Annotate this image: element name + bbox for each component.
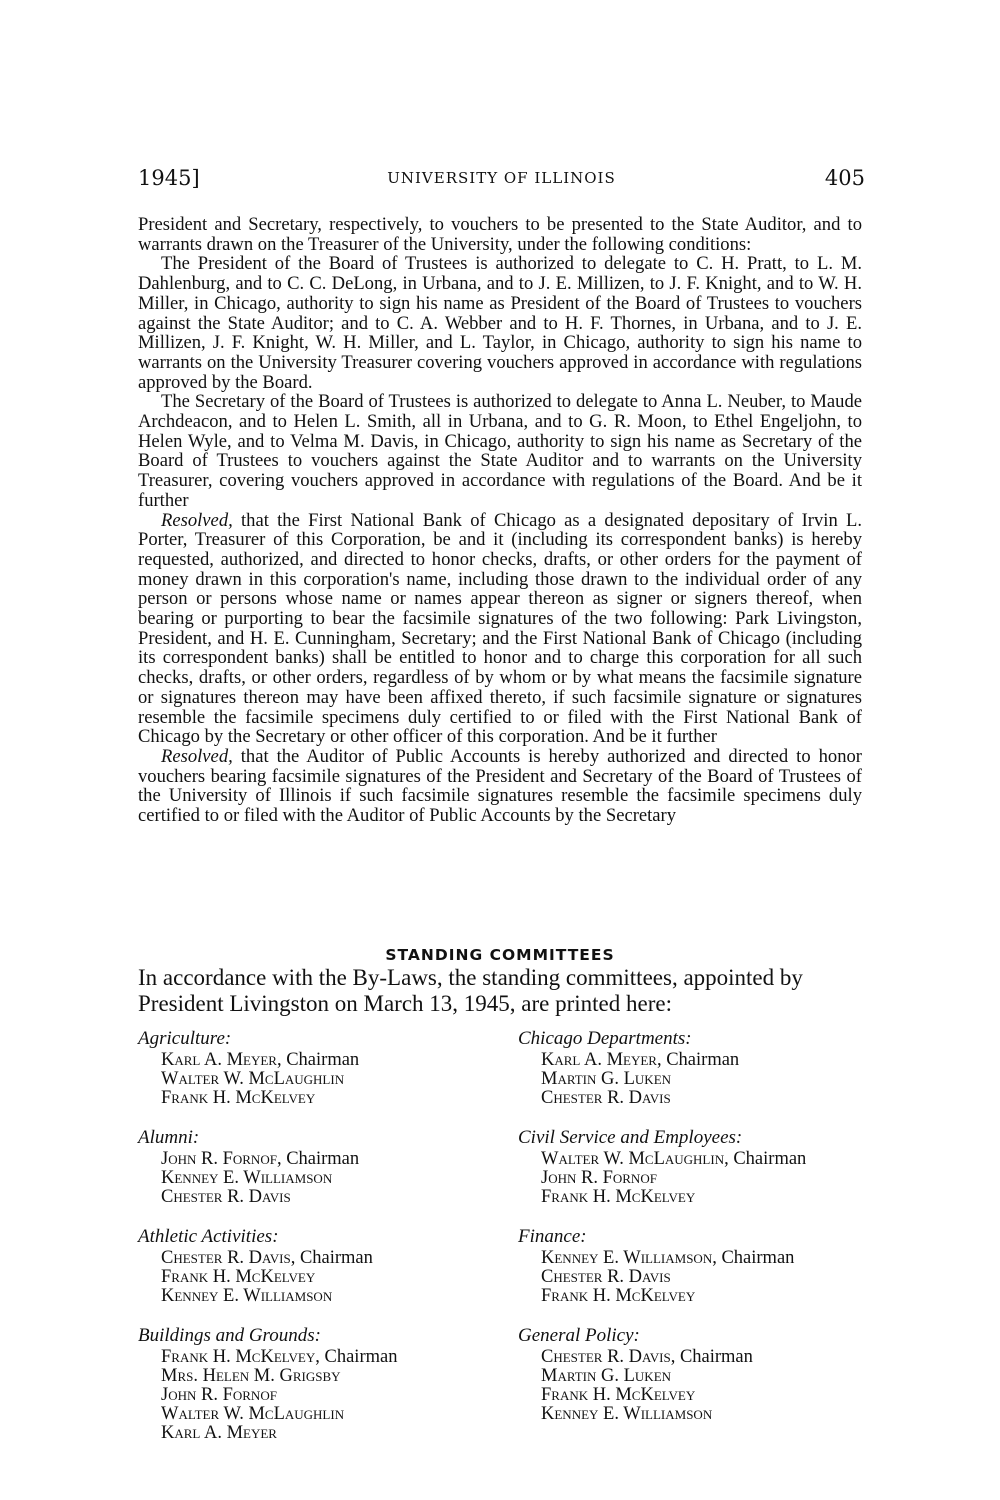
committee-name: Civil Service and Employees: [518, 1127, 743, 1148]
committee-member [138, 1150, 488, 1169]
committee-block [138, 1226, 488, 1306]
member-role: , Chairman [276, 1149, 360, 1169]
member-name: Frank H. McKelvey [161, 1088, 316, 1108]
committee-member [138, 1287, 488, 1306]
page-number: 405 [824, 166, 865, 190]
paragraph: The President of the Board of Trustees is authorized to delegate to C. H. Pratt, to L. M. Dahlenburg, and to C. C. DeLong, in Urbana, and to J. E. Millizen, to J. F. Knight, and to W. H. Miller, in Chicago, authority to sign his name as President of the Board of Trustees to vouchers against the State Auditor; and to C. A. Webber and to H. F. Thornes, in Urbana, and to J. E. Millizen, J. F. Knight, W. H. Miller, and L. Taylor, in Chicago, authority to sign his name to warrants on the University Treasurer covering vouchers approved in accordance with regulations approved by the Board. [138, 253, 862, 393]
committee-member [518, 1268, 868, 1287]
committee-member [138, 1169, 488, 1188]
member-role: , Chairman [712, 1248, 795, 1268]
member-name: John R. Fornof [161, 1149, 277, 1169]
member-name: Walter W. McLaughlin [161, 1404, 345, 1424]
committee-block [138, 1325, 488, 1443]
committee-member [518, 1348, 868, 1367]
committee-member [518, 1169, 868, 1188]
committees-intro: In accordance with the By-Laws, the standing committees, appointed by President Livingston on March 13, 1945, are printed here: [138, 965, 803, 1016]
member-name: Frank H. McKelvey [541, 1187, 696, 1207]
member-name: Frank H. McKelvey [541, 1286, 696, 1306]
member-name: John R. Fornof [161, 1385, 277, 1405]
member-role: , Chairman [724, 1149, 807, 1169]
committee-member [138, 1070, 488, 1089]
committee-member [138, 1405, 488, 1424]
member-name: Chester R. Davis [161, 1187, 291, 1207]
committee-name: Chicago Departments: [518, 1028, 692, 1049]
committees-right-column [518, 1028, 868, 1443]
committee-block [518, 1325, 868, 1424]
committee-member [138, 1268, 488, 1287]
member-role: , Chairman [656, 1050, 740, 1070]
member-name: Martin G. Luken [541, 1069, 672, 1089]
committee-member [518, 1249, 868, 1268]
committees-left-column [138, 1028, 488, 1462]
member-name: Frank H. McKelvey [161, 1267, 316, 1287]
committee-member [138, 1089, 488, 1108]
paragraph: President and Secretary, respectively, to vouchers to be presented to the State Auditor, and to warrants drawn on the Treasurer of the University, under the following conditions: [138, 214, 862, 255]
member-name: Frank H. McKelvey [161, 1347, 316, 1367]
header-journal-title: UNIVERSITY OF ILLINOIS [387, 169, 616, 187]
body-text [138, 215, 862, 826]
committee-member [518, 1287, 868, 1306]
member-name: Walter W. McLaughlin [541, 1149, 725, 1169]
committee-member [518, 1051, 868, 1070]
committee-member [518, 1405, 868, 1424]
member-name: Kenney E. Williamson [161, 1286, 333, 1306]
member-name: Chester R. Davis [541, 1267, 671, 1287]
member-name: Kenney E. Williamson [541, 1248, 713, 1268]
committee-name: Alumni: [138, 1127, 200, 1148]
committee-member [138, 1188, 488, 1207]
member-name: Kenney E. Williamson [541, 1404, 713, 1424]
header-year: 1945] [138, 166, 200, 190]
member-name: Chester R. Davis [161, 1248, 291, 1268]
committee-name: Athletic Activities: [138, 1226, 279, 1247]
member-name: Chester R. Davis [541, 1088, 671, 1108]
member-name: John R. Fornof [541, 1168, 657, 1188]
committee-block [138, 1127, 488, 1207]
committee-member [518, 1367, 868, 1386]
committee-member [518, 1188, 868, 1207]
member-name: Kenney E. Williamson [161, 1168, 333, 1188]
member-name: Chester R. Davis [541, 1347, 671, 1367]
paragraph: The Secretary of the Board of Trustees is authorized to delegate to Anna L. Neuber, to Maude Archdeacon, and to Helen L. Smith, all in Urbana, and to G. R. Moon, to Ethel Engeljohn, to Helen Wyle, and to Velma M. Davis, in Chicago, authority to sign his name as Secretary of the Board of Trustees to vouchers against the State Auditor and to warrants on the University Treasurer, covering vouchers approved in accordance with regulations of the Board. And be it further [138, 391, 862, 511]
member-name: Martin G. Luken [541, 1366, 672, 1386]
committee-member [518, 1386, 868, 1405]
committee-member [518, 1150, 868, 1169]
committee-member [138, 1424, 488, 1443]
committee-member [138, 1051, 488, 1070]
member-name: Karl A. Meyer [161, 1050, 277, 1070]
committee-name: Finance: [518, 1226, 587, 1247]
committee-member [138, 1348, 488, 1367]
committee-member [518, 1089, 868, 1108]
resolution-paragraph [138, 511, 862, 747]
resolution-paragraph [138, 747, 862, 826]
committee-member [138, 1249, 488, 1268]
member-name: Mrs. Helen M. Grigsby [161, 1366, 341, 1386]
section-heading: STANDING COMMITTEES [385, 946, 615, 964]
committee-name: General Policy: [518, 1325, 640, 1346]
member-role: , Chairman [290, 1248, 373, 1268]
resolved-lead: Resolved, [161, 509, 233, 531]
resolution-text: that the First National Bank of Chicago as a designated depositary of Irvin L. Porter, Treasurer of this Corporation, be and it (including its correspondent banks) is hereby requested, authorized, and directed to honor checks, drafts, or other orders for the payment of money drawn in this corporation's name, including those drawn to the individual order of any person or persons whose name or names appear thereon as signer or signers thereof, when bearing or purporting to bear the facsimile signatures of the two following: Park Livingston, President, and H. E. Cunningham, Secretary; and the First National Bank of Chicago (including its correspondent banks) shall be entitled to honor and to charge this corporation for all such checks, drafts, or other orders, regardless of by whom or by what means the facsimile signature or signatures thereon may have been affixed thereto, if such facsimile signature or signatures resemble the facsimile specimens duly certified to or filed with the First National Bank of Chicago by the Secretary or other officer of this corporation. And be it further [138, 509, 862, 748]
committee-member [138, 1367, 488, 1386]
member-role: , Chairman [276, 1050, 360, 1070]
committee-name: Agriculture: [138, 1028, 232, 1049]
member-name: Karl A. Meyer [161, 1423, 277, 1443]
member-role: , Chairman [670, 1347, 753, 1367]
committee-block [518, 1127, 868, 1207]
member-name: Frank H. McKelvey [541, 1385, 696, 1405]
member-name: Walter W. McLaughlin [161, 1069, 345, 1089]
committee-member [138, 1386, 488, 1405]
member-role: , Chairman [315, 1347, 398, 1367]
committee-block [138, 1028, 488, 1108]
resolution-text: that the Auditor of Public Accounts is hereby authorized and directed to honor vouchers bearing facsimile signatures of the President and Secretary of the Board of Trustees of the University of Illinois if such facsimile signatures resemble the facsimile specimens duly certified to or filed with the Auditor of Public Accounts by the Secretary [138, 745, 862, 827]
committee-name: Buildings and Grounds: [138, 1325, 321, 1346]
member-name: Karl A. Meyer [541, 1050, 657, 1070]
committee-member [518, 1070, 868, 1089]
committee-block [518, 1226, 868, 1306]
resolved-lead: Resolved, [161, 745, 233, 767]
committee-block [518, 1028, 868, 1108]
